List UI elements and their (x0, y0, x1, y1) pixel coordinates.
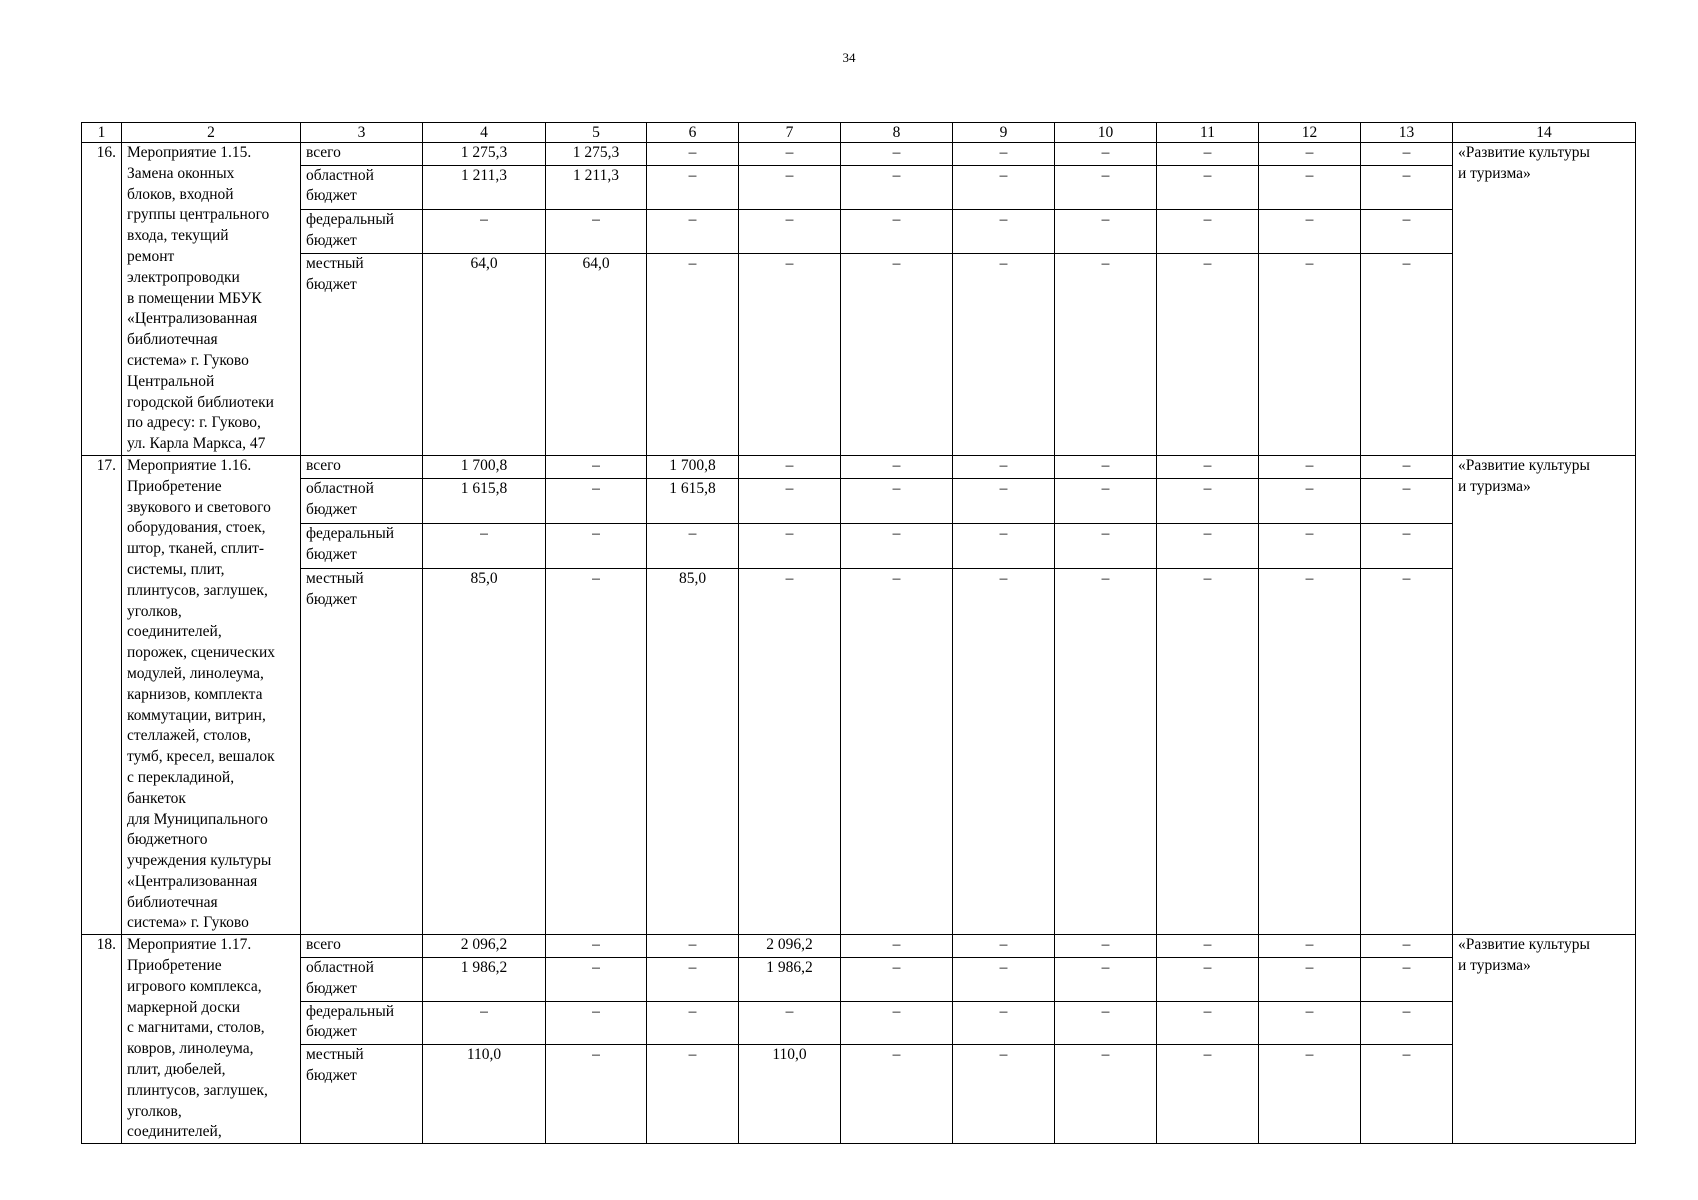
measure-name: Мероприятие 1.17. Приобретение игрового комплекса, маркерной доски с магнитами, столов, ковров, линолеума, плит, дюбелей, плинтусов, заглушек, уголков, соединителей, (122, 935, 301, 1144)
value-cell-col-9: – (953, 523, 1055, 568)
funding-source: федеральный бюджет (301, 209, 423, 253)
value-cell-col-5: – (546, 1001, 647, 1045)
table-row (82, 1001, 1636, 1045)
value-cell-col-9: – (953, 935, 1055, 957)
value-cell-col-6: – (647, 957, 739, 1001)
value-cell-col-13: – (1361, 209, 1453, 253)
value-cell-col-8: – (841, 143, 953, 166)
value-cell-col-10: – (1055, 957, 1157, 1001)
value-cell-col-9: – (953, 1045, 1055, 1144)
column-header-1: 1 (82, 123, 122, 143)
value-cell-col-6: – (647, 143, 739, 166)
value-cell-col-4: 1 700,8 (423, 455, 546, 478)
value-cell-col-12: – (1259, 568, 1361, 934)
value-cell-col-13: – (1361, 143, 1453, 166)
value-cell-col-7: – (739, 254, 841, 456)
value-cell-col-11: – (1157, 209, 1259, 253)
value-cell-col-5: 1 275,3 (546, 143, 647, 166)
funding-source: местный бюджет (301, 1045, 423, 1144)
column-header-9: 9 (953, 123, 1055, 143)
value-cell-col-12: – (1259, 209, 1361, 253)
budget-table (81, 122, 1636, 1144)
program-name: «Развитие культуры и туризма» (1453, 455, 1636, 934)
value-cell-col-11: – (1157, 143, 1259, 166)
value-cell-col-4: 1 275,3 (423, 143, 546, 166)
value-cell-col-8: – (841, 1045, 953, 1144)
value-cell-col-5: 64,0 (546, 254, 647, 456)
measure-name: Мероприятие 1.16. Приобретение звукового и светового оборудования, стоек, штор, тканей, сплит- системы, плит, плинтусов, заглушек, уголков, соединителей, порожек, сценических модулей, линолеума, карнизов, комплекта коммутации, витрин, стеллажей, столов, тумб, кресел, вешалок с перекладиной, банкеток для Муниципального бюджетного учреждения культуры «Централизованная библиотечная система» г. Гуково (122, 455, 301, 934)
value-cell-col-6: – (647, 254, 739, 456)
column-header-3: 3 (301, 123, 423, 143)
table-row (82, 478, 1636, 523)
value-cell-col-13: – (1361, 1045, 1453, 1144)
value-cell-col-13: – (1361, 935, 1453, 957)
value-cell-col-13: – (1361, 478, 1453, 523)
value-cell-col-4: 85,0 (423, 568, 546, 934)
value-cell-col-11: – (1157, 957, 1259, 1001)
table-row (82, 209, 1636, 253)
value-cell-col-7: – (739, 455, 841, 478)
column-header-7: 7 (739, 123, 841, 143)
column-header-13: 13 (1361, 123, 1453, 143)
value-cell-col-12: – (1259, 165, 1361, 209)
value-cell-col-13: – (1361, 1001, 1453, 1045)
row-number: 17. (82, 455, 122, 934)
value-cell-col-13: – (1361, 455, 1453, 478)
table-row (82, 165, 1636, 209)
value-cell-col-11: – (1157, 478, 1259, 523)
value-cell-col-10: – (1055, 568, 1157, 934)
value-cell-col-10: – (1055, 143, 1157, 166)
value-cell-col-6: 85,0 (647, 568, 739, 934)
column-header-8: 8 (841, 123, 953, 143)
value-cell-col-12: – (1259, 1045, 1361, 1144)
value-cell-col-5: – (546, 935, 647, 957)
value-cell-col-11: – (1157, 165, 1259, 209)
value-cell-col-4: – (423, 1001, 546, 1045)
value-cell-col-13: – (1361, 523, 1453, 568)
value-cell-col-5: – (546, 523, 647, 568)
value-cell-col-12: – (1259, 1001, 1361, 1045)
value-cell-col-11: – (1157, 1001, 1259, 1045)
value-cell-col-6: – (647, 1001, 739, 1045)
value-cell-col-11: – (1157, 455, 1259, 478)
value-cell-col-8: – (841, 165, 953, 209)
value-cell-col-12: – (1259, 143, 1361, 166)
value-cell-col-7: – (739, 1001, 841, 1045)
value-cell-col-10: – (1055, 165, 1157, 209)
funding-source: всего (301, 455, 423, 478)
value-cell-col-7: – (739, 209, 841, 253)
value-cell-col-10: – (1055, 455, 1157, 478)
value-cell-col-9: – (953, 455, 1055, 478)
value-cell-col-13: – (1361, 957, 1453, 1001)
value-cell-col-8: – (841, 957, 953, 1001)
column-header-14: 14 (1453, 123, 1636, 143)
value-cell-col-12: – (1259, 523, 1361, 568)
value-cell-col-9: – (953, 568, 1055, 934)
value-cell-col-5: – (546, 455, 647, 478)
value-cell-col-11: – (1157, 935, 1259, 957)
value-cell-col-9: – (953, 478, 1055, 523)
value-cell-col-8: – (841, 523, 953, 568)
value-cell-col-6: 1 700,8 (647, 455, 739, 478)
funding-source: областной бюджет (301, 478, 423, 523)
value-cell-col-5: – (546, 1045, 647, 1144)
value-cell-col-5: – (546, 568, 647, 934)
value-cell-col-12: – (1259, 957, 1361, 1001)
value-cell-col-11: – (1157, 1045, 1259, 1144)
value-cell-col-4: 2 096,2 (423, 935, 546, 957)
table-row (82, 254, 1636, 456)
value-cell-col-4: 1 615,8 (423, 478, 546, 523)
value-cell-col-9: – (953, 165, 1055, 209)
value-cell-col-13: – (1361, 165, 1453, 209)
header-row (82, 123, 1636, 143)
column-header-4: 4 (423, 123, 546, 143)
table-row (82, 1045, 1636, 1144)
value-cell-col-9: – (953, 209, 1055, 253)
value-cell-col-4: – (423, 209, 546, 253)
table-row (82, 935, 1636, 957)
value-cell-col-10: – (1055, 1045, 1157, 1144)
value-cell-col-13: – (1361, 568, 1453, 934)
funding-source: областной бюджет (301, 957, 423, 1001)
column-header-2: 2 (122, 123, 301, 143)
value-cell-col-5: – (546, 957, 647, 1001)
value-cell-col-6: – (647, 523, 739, 568)
value-cell-col-6: – (647, 209, 739, 253)
column-header-10: 10 (1055, 123, 1157, 143)
value-cell-col-6: – (647, 935, 739, 957)
value-cell-col-8: – (841, 478, 953, 523)
funding-source: федеральный бюджет (301, 1001, 423, 1045)
funding-source: всего (301, 935, 423, 957)
program-name: «Развитие культуры и туризма» (1453, 935, 1636, 1144)
value-cell-col-10: – (1055, 478, 1157, 523)
value-cell-col-8: – (841, 254, 953, 456)
row-number: 16. (82, 143, 122, 456)
value-cell-col-12: – (1259, 935, 1361, 957)
funding-source: всего (301, 143, 423, 166)
value-cell-col-6: – (647, 1045, 739, 1144)
funding-source: местный бюджет (301, 568, 423, 934)
value-cell-col-7: – (739, 143, 841, 166)
value-cell-col-12: – (1259, 455, 1361, 478)
column-header-12: 12 (1259, 123, 1361, 143)
value-cell-col-7: – (739, 568, 841, 934)
value-cell-col-5: 1 211,3 (546, 165, 647, 209)
value-cell-col-6: – (647, 165, 739, 209)
value-cell-col-10: – (1055, 254, 1157, 456)
value-cell-col-6: 1 615,8 (647, 478, 739, 523)
value-cell-col-8: – (841, 1001, 953, 1045)
table-row (82, 523, 1636, 568)
value-cell-col-8: – (841, 209, 953, 253)
value-cell-col-5: – (546, 209, 647, 253)
table-row (82, 957, 1636, 1001)
funding-source: областной бюджет (301, 165, 423, 209)
value-cell-col-8: – (841, 455, 953, 478)
value-cell-col-12: – (1259, 478, 1361, 523)
value-cell-col-12: – (1259, 254, 1361, 456)
value-cell-col-9: – (953, 143, 1055, 166)
column-header-6: 6 (647, 123, 739, 143)
program-name: «Развитие культуры и туризма» (1453, 143, 1636, 456)
value-cell-col-9: – (953, 254, 1055, 456)
row-number: 18. (82, 935, 122, 1144)
table-row (82, 143, 1636, 166)
funding-source: федеральный бюджет (301, 523, 423, 568)
value-cell-col-9: – (953, 957, 1055, 1001)
funding-source: местный бюджет (301, 254, 423, 456)
value-cell-col-10: – (1055, 935, 1157, 957)
value-cell-col-7: 1 986,2 (739, 957, 841, 1001)
value-cell-col-5: – (546, 478, 647, 523)
value-cell-col-11: – (1157, 523, 1259, 568)
value-cell-col-7: – (739, 523, 841, 568)
table-row (82, 455, 1636, 478)
table-body (82, 123, 1636, 1144)
value-cell-col-9: – (953, 1001, 1055, 1045)
column-header-11: 11 (1157, 123, 1259, 143)
value-cell-col-7: – (739, 165, 841, 209)
page-number: 34 (842, 50, 856, 65)
value-cell-col-8: – (841, 568, 953, 934)
value-cell-col-4: 110,0 (423, 1045, 546, 1144)
value-cell-col-10: – (1055, 209, 1157, 253)
table-row (82, 568, 1636, 934)
value-cell-col-10: – (1055, 523, 1157, 568)
value-cell-col-4: – (423, 523, 546, 568)
value-cell-col-10: – (1055, 1001, 1157, 1045)
value-cell-col-11: – (1157, 254, 1259, 456)
value-cell-col-8: – (841, 935, 953, 957)
measure-name: Мероприятие 1.15. Замена оконных блоков, входной группы центрального входа, текущий ремонт электропроводки в помещении МБУК «Централизованная библиотечная система» г. Гуково Центральной городской библиотеки по адресу: г. Гуково, ул. Карла Маркса, 47 (122, 143, 301, 456)
value-cell-col-7: 110,0 (739, 1045, 841, 1144)
value-cell-col-4: 1 211,3 (423, 165, 546, 209)
value-cell-col-11: – (1157, 568, 1259, 934)
value-cell-col-4: 64,0 (423, 254, 546, 456)
column-header-5: 5 (546, 123, 647, 143)
value-cell-col-7: 2 096,2 (739, 935, 841, 957)
value-cell-col-7: – (739, 478, 841, 523)
value-cell-col-4: 1 986,2 (423, 957, 546, 1001)
value-cell-col-13: – (1361, 254, 1453, 456)
